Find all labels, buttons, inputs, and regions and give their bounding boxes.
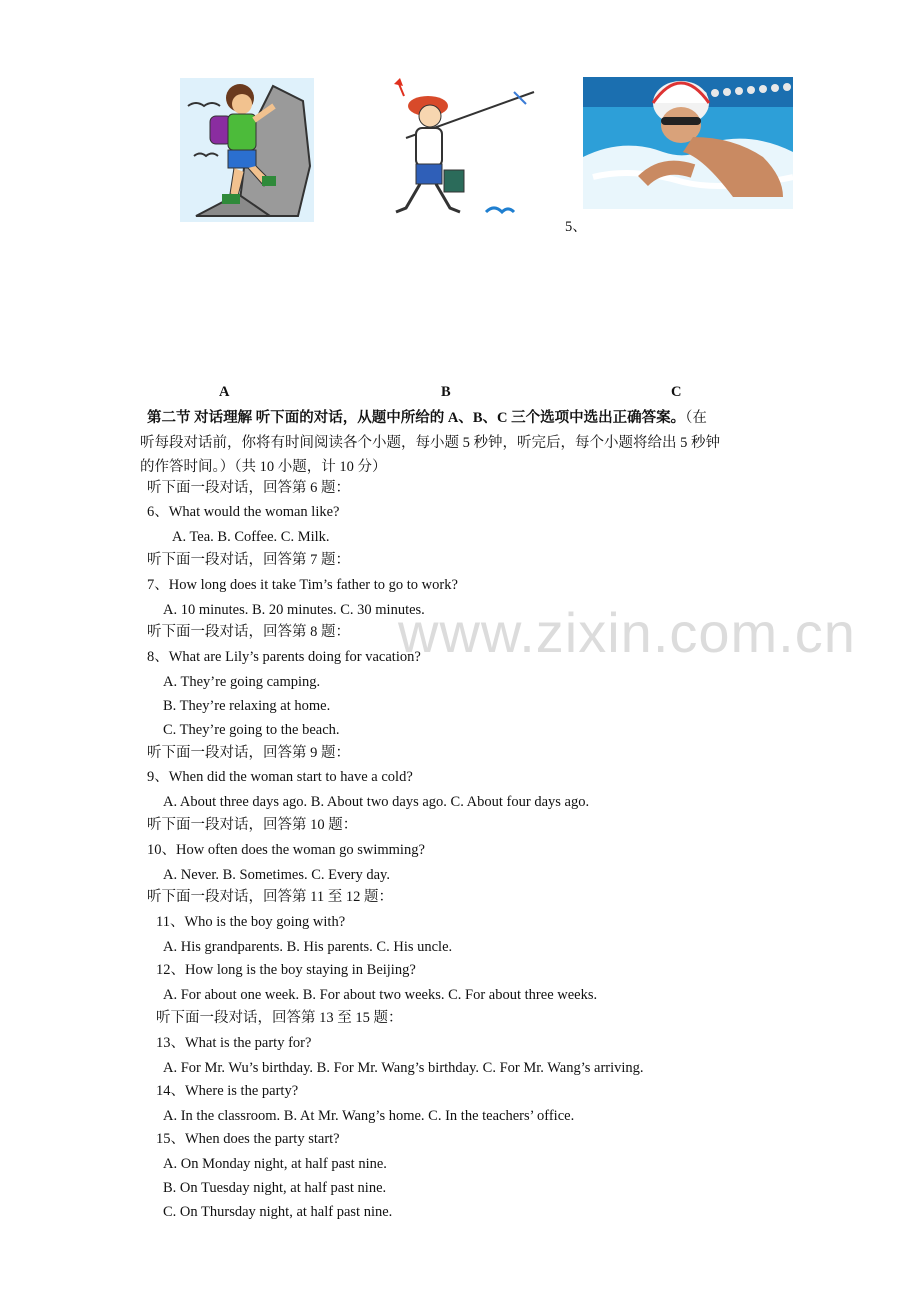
answer-options: A. 10 minutes. B. 20 minutes. C. 30 minutes. xyxy=(163,602,425,618)
question-text: 6、What would the woman like? xyxy=(147,504,340,520)
answer-options: A. Never. B. Sometimes. C. Every day. xyxy=(163,867,390,883)
question-text: 12、How long is the boy staying in Beijing? xyxy=(156,962,416,978)
section-2-header xyxy=(147,406,707,427)
fishing-clipart xyxy=(376,72,540,224)
question-text: 8、What are Lily’s parents doing for vacation? xyxy=(147,649,421,665)
question-text: 11、Who is the boy going with? xyxy=(156,914,346,930)
picture-label-a: A xyxy=(219,384,230,400)
question-text: 14、Where is the party? xyxy=(156,1083,299,1099)
dialogue-intro: 听下面一段对话，回答第 8 题： xyxy=(147,624,350,640)
dialogue-intro: 听下面一段对话，回答第 13 至 15 题： xyxy=(156,1010,403,1026)
section-2-title: 第二节 对话理解 听下面的对话，从题中所给的 A、B、C 三个选项中选出正确答案。 xyxy=(147,410,686,426)
answer-options: A. For Mr. Wu’s birthday. B. For Mr. Wang’s birthday. C. For Mr. Wang’s arriving. xyxy=(163,1060,644,1076)
question-text: 13、What is the party for? xyxy=(156,1035,312,1051)
dialogue-intro: 听下面一段对话，回答第 6 题： xyxy=(147,480,350,496)
swimming-photo xyxy=(583,77,793,209)
answer-options: A. About three days ago. B. About two days ago. C. About four days ago. xyxy=(163,794,590,810)
dialogue-intro: 听下面一段对话，回答第 7 题： xyxy=(147,552,350,568)
picture-label-c: C xyxy=(671,384,682,400)
question-text: 7、How long does it take Tim’s father to go to work? xyxy=(147,577,458,593)
answer-options: A. For about one week. B. For about two weeks. C. For about three weeks. xyxy=(163,987,598,1003)
dialogue-intro: 听下面一段对话，回答第 9 题： xyxy=(147,745,350,761)
watermark: www.zixin.com.cn xyxy=(398,601,856,664)
answer-option: A. They’re going camping. xyxy=(163,674,321,690)
answer-options: A. His grandparents. B. His parents. C. His uncle. xyxy=(163,939,453,955)
answer-option: B. On Tuesday night, at half past nine. xyxy=(163,1180,387,1196)
answer-options: A. Tea. B. Coffee. C. Milk. xyxy=(172,529,330,545)
section-2-instructions-line-3: 的作答时间。）（共 10 小题，计 10 分） xyxy=(140,459,387,475)
answer-option: A. On Monday night, at half past nine. xyxy=(163,1156,387,1172)
section-2-instructions-start: （在 xyxy=(685,410,707,426)
answer-option: C. On Thursday night, at half past nine. xyxy=(163,1204,393,1220)
dialogue-intro: 听下面一段对话，回答第 11 至 12 题： xyxy=(147,889,393,905)
answer-option: B. They’re relaxing at home. xyxy=(163,698,331,714)
climbing-clipart xyxy=(178,76,316,224)
question-5-number: 5、 xyxy=(565,219,587,235)
answer-options: A. In the classroom. B. At Mr. Wang’s home. C. In the teachers’ office. xyxy=(163,1108,575,1124)
question-text: 9、When did the woman start to have a cold? xyxy=(147,769,413,785)
question-text: 15、When does the party start? xyxy=(156,1131,340,1147)
section-2-instructions-line-2: 听每段对话前，你将有时间阅读各个小题，每小题 5 秒钟，听完后，每个小题将给出 5 秒钟 xyxy=(140,435,720,451)
picture-label-b: B xyxy=(441,384,451,400)
dialogue-intro: 听下面一段对话，回答第 10 题： xyxy=(147,817,358,833)
answer-option: C. They’re going to the beach. xyxy=(163,722,340,738)
question-text: 10、How often does the woman go swimming? xyxy=(147,842,425,858)
